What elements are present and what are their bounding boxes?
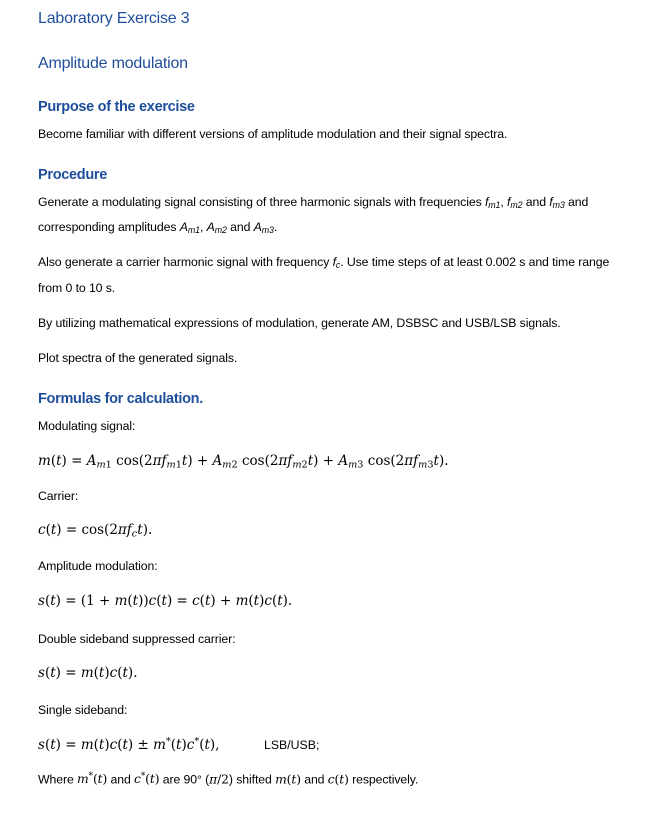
- where-note: Where m*(t) and c*(t) are 90° (π/2) shifted m(t) and c(t) respectively.: [38, 772, 419, 787]
- purpose-heading: Purpose of the exercise: [38, 99, 195, 115]
- amplitude-modulation-label: Amplitude modulation:: [38, 559, 158, 573]
- procedure-paragraph-2-line-2: from 0 to 10 s.: [38, 281, 116, 295]
- formula-ssb: s(t) = m(t)c(t) ± m*(t)c*(t),: [38, 736, 220, 753]
- doc-title: Laboratory Exercise 3: [38, 10, 190, 27]
- formula-carrier: $c(t) = \cos(2\pi f_ct)$.: [38, 522, 153, 540]
- purpose-text: Become familiar with different versions of amplitude modulation and their signal spectra.: [38, 127, 508, 141]
- freq-fm2: $f_{m2}$: [507, 195, 523, 211]
- procedure-paragraph-4: Plot spectra of the generated signals.: [38, 351, 238, 365]
- procedure-paragraph-1-line-2: corresponding amplitudes $A_{m1}$, $A_{m2}$ and $A_{m3}$.: [38, 220, 278, 236]
- amp-am2: $A_{m2}$: [206, 220, 227, 236]
- formula-am: s(t) = (1 + m(t))c(t) = c(t) + m(t)c(t).: [38, 593, 293, 609]
- procedure-paragraph-1-line-1: Generate a modulating signal consisting of three harmonic signals with frequencies $f_{m1}$, $f_{m2}$ and $f_{m3}$ and: [38, 195, 589, 211]
- modulating-signal-label: Modulating signal:: [38, 419, 136, 433]
- formula-modulating-signal: $m(t) = A_{m1}$ $\cos(2\pi f_{m1}t) + A_{m2}$ $\cos(2\pi f_{m2}t) + A_{m3}$ $\cos(2\pi f_{m3}t)$.: [38, 453, 449, 471]
- doc-subtitle: Amplitude modulation: [38, 55, 188, 72]
- procedure-paragraph-3: By utilizing mathematical expressions of modulation, generate AM, DSBSC and USB/LSB signals.: [38, 316, 561, 330]
- lsb-usb-label: LSB/USB;: [264, 738, 320, 752]
- carrier-label: Carrier:: [38, 489, 79, 503]
- dsbsc-label: Double sideband suppressed carrier:: [38, 632, 236, 646]
- formulas-heading: Formulas for calculation.: [38, 391, 203, 407]
- procedure-paragraph-2-line-1: Also generate a carrier harmonic signal with frequency $f_c$. Use time steps of at least 0.002 s and time range: [38, 255, 610, 271]
- freq-fm1: $f_{m1}$: [484, 195, 501, 211]
- ssb-label: Single sideband:: [38, 703, 128, 717]
- amp-am1: $A_{m1}$: [179, 220, 200, 236]
- procedure-heading: Procedure: [38, 167, 108, 183]
- amp-am3: $A_{m3}$: [253, 220, 274, 236]
- freq-fc: $f_c$: [332, 255, 341, 271]
- formula-dsbsc: s(t) = m(t)c(t).: [38, 665, 138, 681]
- freq-fm3: $f_{m3}$: [549, 195, 565, 211]
